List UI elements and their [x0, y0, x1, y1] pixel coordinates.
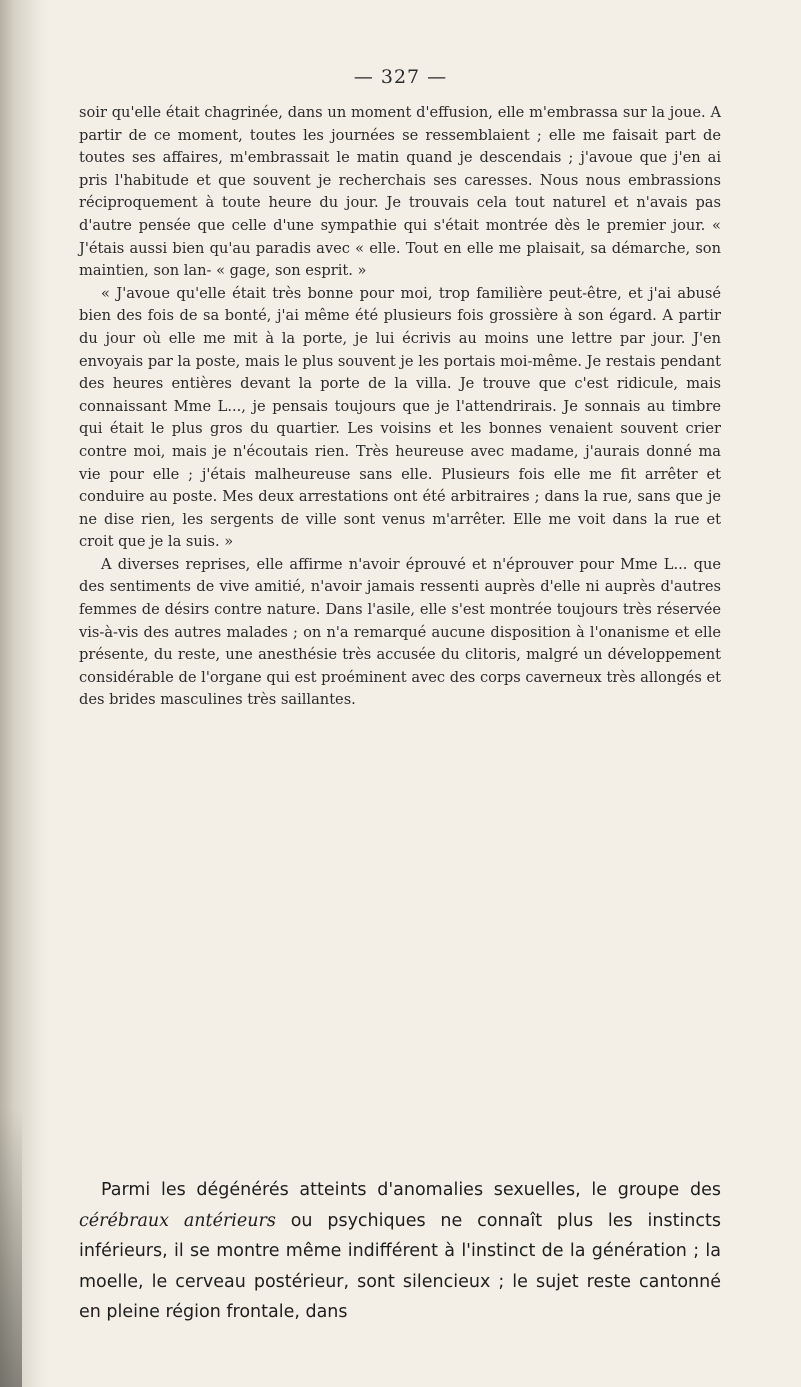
paragraph-continuation: soir qu'elle était chagrinée, dans un moment d'effusion, elle m'embrassa sur la joue. A partir de ce moment, toutes les journées se ressemblaient ; elle me faisait part de toutes ses affaires, m'embrassait le matin quand je descendais ; j'avoue que j'en ai pris l'habitude et que souvent je recherchais ses caresses. Nous nous embrassions réciproquement à toute heure du jour. Je trouvais cela tout naturel et n'avais pas d'autre pensée que celle d'une sympathie qui s'était montrée dès le premier jour. « J'étais aussi bien qu'au paradis avec « elle. Tout en elle me plaisait, sa démarche, son maintien, son lan- « gage, son esprit. » — [79, 104, 721, 280]
page-number: — 327 — — [353, 66, 448, 88]
main-text-block — [79, 102, 721, 712]
closing-paragraph — [79, 1175, 721, 1328]
paragraph-quote: « J'avoue qu'elle était très bonne pour moi, trop familière peut-être, et j'ai abusé bien des fois de sa bonté, j'ai même été plusieurs fois grossière à son égard. A partir du jour où elle me mit à la porte, je lui écrivis au moins une lettre par jour. J'en envoyais par la poste, mais le plus souvent je les portais moi-même. Je restais pendant des heures entières devant la porte de la villa. Je trouve que c'est ridicule, mais connaissant Mme L..., je pensais toujours que je l'attendrirais. Je sonnais au timbre qui était le plus gros du quartier. Les voisins et les bonnes venaient souvent crier contre moi, mais je n'écoutais rien. Très heureuse avec madame, j'aurais donné ma vie pour elle ; j'étais malheureuse sans elle. Plusieurs fois elle me fit arrêter et conduire au poste. Mes deux arrestations ont été arbitraires ; dans la rue, sans que je ne dise rien, les sergents de ville sont venus m'arrêter. Elle me voit dans la rue et croit que je la suis. » — [79, 284, 721, 551]
paragraph-observation: A diverses reprises, elle affirme n'avoir éprouvé et n'éprouver pour Mme L... que des sentiments de vive amitié, n'avoir jamais ressenti auprès d'elle ni auprès d'autres femmes de désirs contre nature. Dans l'asile, elle s'est montrée toujours très réservée vis-à-vis des autres malades ; on n'a remarqué aucune disposition à l'onanisme et elle présente, du reste, une anesthésie très accusée du clitoris, malgré un développement considérable de l'organe qui est proéminent avec des corps caverneux très allongés et des brides masculines très saillantes. — [79, 555, 721, 709]
closing-text-end: ou psychiques ne connaît plus les instincts inférieurs, il se montre même indifférent à l'instinct de la génération ; la moelle, le cerveau postérieur, sont silencieux ; le sujet reste cantonné en pleine région frontale, dans — [79, 1210, 721, 1322]
closing-text-italic: cérébraux antérieurs — [79, 1210, 276, 1231]
closing-text-start: Parmi les dégénérés atteints d'anomalies sexuelles, le groupe des — [101, 1180, 721, 1200]
binding-edge-shadow — [0, 1107, 22, 1387]
